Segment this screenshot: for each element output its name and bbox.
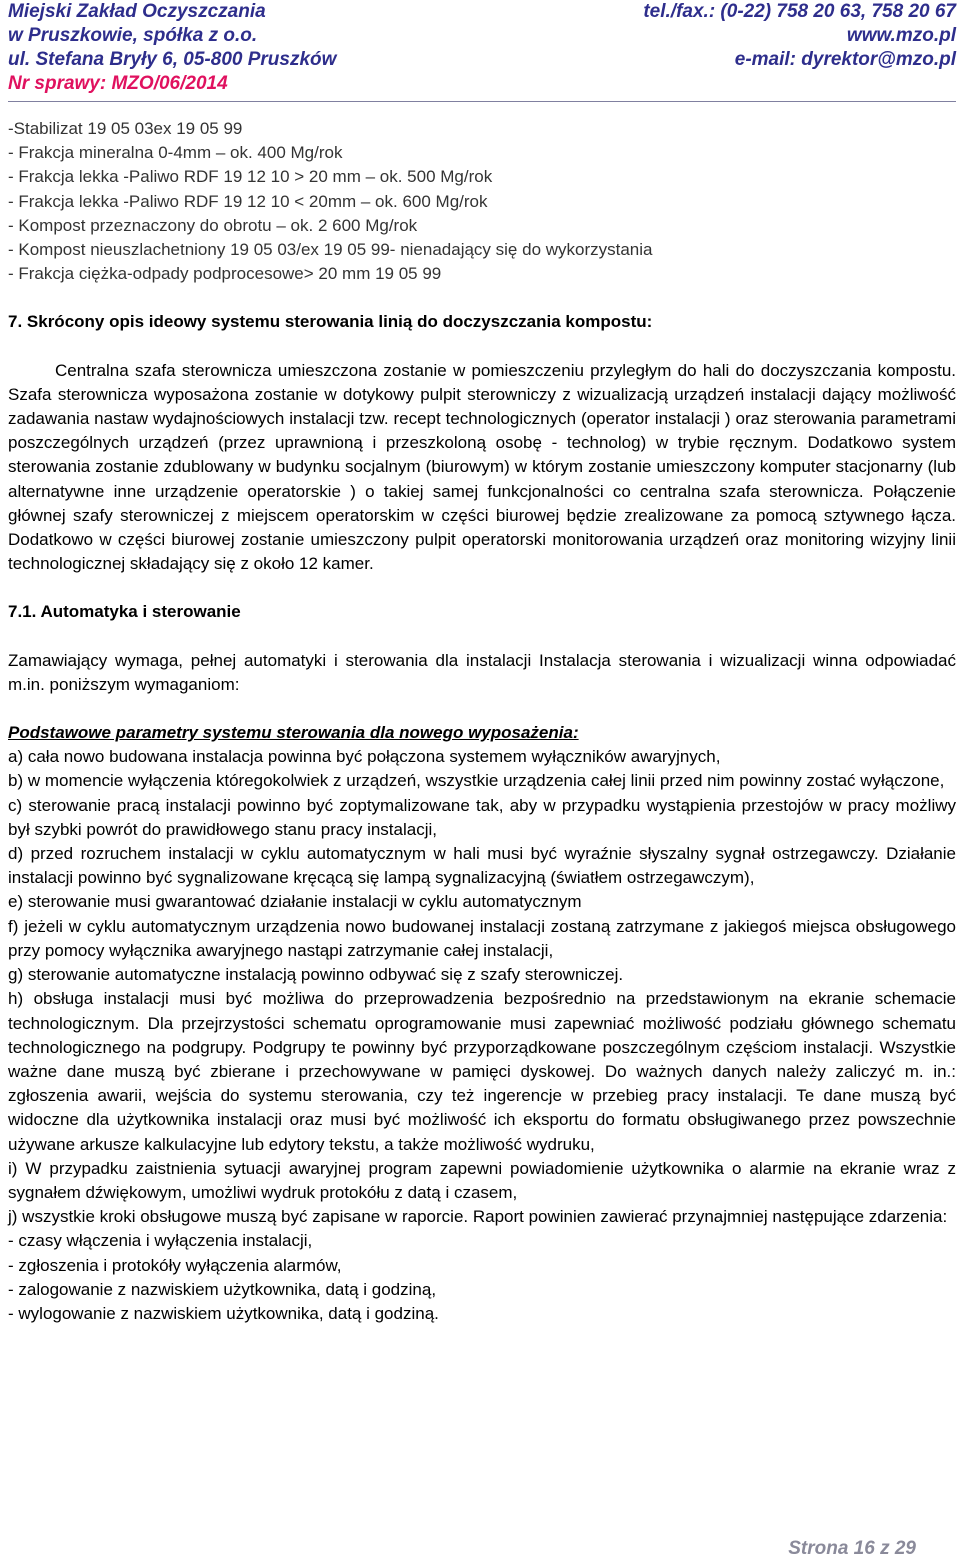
section-paragraph: Centralna szafa sterownicza umieszczona zostanie w pomieszczeniu przyległym do hali do doczyszczania kompostu. Szafa sterownicza wyposażona zostanie w dotykowy pulpit sterowniczy z wizualizacją urządzeń instalacji dający możliwość zadawania nastaw wydajnościowych instalacji tzw. recept technologicznych (operator instalacji ) oraz sterowania parametrami poszczególnych urządzeń (przez uprawnioną i przeszkoloną osobę - technolog) w trybie ręcznym. Dodatkowo system sterowania zostanie zdublowany w budynku socjalnym (biurowym) w którym zostanie umieszczony komputer stacjonarny (lub alternatywne inne urządzenie operatorskie ) o takiej samej funkcjonalności co centralna szafa sterownicza. Połączenie głównej szafy sterowniczej z miejscem operatorskim w części biurowej będzie zrealizowane za pomocą sztywnego łącza. Dodatkowo w części biurowej zostanie umieszczony pulpit operatorski monitorowania urządzeń oraz monitoring wizyjny linii technologicznej składający się z około 12 kamer. [8,360,956,574]
subsection-heading: 7.1. Automatyka i sterowanie [8,602,241,622]
header-divider [8,101,956,102]
list-item: - Frakcja mineralna 0-4mm – ok. 400 Mg/rok [8,143,343,163]
document-page [8,0,956,1559]
requirement-item: d) przed rozruchem instalacji w cyklu automatycznym w hali musi być wyraźnie słyszalny sygnał ostrzegawczy. Działanie instalacji powinno być sygnalizowane kręcącą się lampą sygnalizacyjną (światłem ostrzegawczym), [8,844,956,888]
requirement-item: c) sterowanie pracą instalacji powinno być zoptymalizowane tak, aby w przypadku wystąpienia przestojów w pracy możliwy był szybki powrót do prawidłowego stanu pracy instalacji, [8,795,956,839]
requirement-item: f) jeżeli w cyklu automatycznym urządzenia nowo budowanej instalacji zostaną zatrzymane z jakiegoś miejsca obsługowego przy pomocy wyłącznika awaryjnego nastąpi zatrzymanie całej instalacji, [8,916,956,960]
phone: tel./fax.: (0-22) 758 20 63, 758 20 67 [643,1,956,22]
document-body [8,117,956,1326]
company-name-line2: w Pruszkowie, spółka z o.o. [8,25,258,46]
case-number: Nr sprawy: MZO/06/2014 [8,73,228,94]
email-link[interactable]: e-mail: dyrektor@mzo.pl [734,49,956,70]
section-heading: 7. Skrócony opis ideowy systemu sterowania linią do doczyszczania kompostu: [8,312,653,332]
event-item: - czasy włączenia i wyłączenia instalacji, [8,1231,313,1251]
page-number: Strona 16 z 29 [788,1538,916,1559]
event-item: - zalogowanie z nazwiskiem użytkownika, datą i godziną, [8,1279,437,1299]
event-item: - zgłoszenia i protokóły wyłączenia alarmów, [8,1255,342,1275]
list-item: - Frakcja lekka -Paliwo RDF 19 12 10 < 20mm – ok. 600 Mg/rok [8,191,488,211]
requirement-item: j) wszystkie kroki obsługowe muszą być zapisane w raporcie. Raport powinien zawierać przynajmniej następujące zdarzenia: [8,1207,948,1227]
letterhead [8,0,956,96]
list-item: - Frakcja ciężka-odpady podprocesowe> 20 mm 19 05 99 [8,264,442,284]
list-item: - Kompost nieuszlachetniony 19 05 03/ex 19 05 99- nienadający się do wykorzystania [8,240,653,260]
requirement-item: i) W przypadku zaistnienia sytuacji awaryjnej program zapewni powiadomienie użytkownika o alarmie na ekranie wraz z sygnałem dźwiękowym, umożliwi wydruk protokółu z datą i czasem, [8,1158,956,1202]
event-item: - wylogowanie z nazwiskiem użytkownika, datą i godziną. [8,1303,439,1323]
requirement-item: e) sterowanie musi gwarantować działanie instalacji w cyklu automatycznym [8,892,582,912]
requirement-item: a) cała nowo budowana instalacja powinna być połączona systemem wyłączników awaryjnych, [8,747,721,767]
company-name: Miejski Zakład Oczyszczania [8,1,266,22]
company-address: ul. Stefana Bryły 6, 05-800 Pruszków [8,49,337,70]
list-item: - Kompost przeznaczony do obrotu – ok. 2 600 Mg/rok [8,215,418,235]
requirement-item: b) w momencie wyłączenia któregokolwiek z urządzeń, wszystkie urządzenia całej linii przed nim powinny zostać wyłączone, [8,771,945,791]
list-item: - Frakcja lekka -Paliwo RDF 19 12 10 > 20 mm – ok. 500 Mg/rok [8,167,493,187]
subsection-intro: Zamawiający wymaga, pełnej automatyki i sterowania dla instalacji Instalacja sterowania i wizualizacji winna odpowiadać m.in. poniższym wymaganiom: [8,650,956,694]
requirements-list [8,745,956,1229]
requirement-item: g) sterowanie automatyczne instalacją powinno odbywać się z szafy sterowniczej. [8,965,624,985]
list-item: -Stabilizat 19 05 03ex 19 05 99 [8,119,243,138]
output-fractions-list [8,117,956,286]
params-heading: Podstawowe parametry systemu sterowania dla nowego wyposażenia: [8,723,579,743]
requirement-item: h) obsługa instalacji musi być możliwa do przeprowadzenia bezpośrednio na przedstawionym na ekranie schemacie technologicznym. Dla przejrzystości schematu oprogramowanie musi zapewniać możliwość podziału głównego schematu technologicznego na podgrupy. Podgrupy te powinny być przyporządkowane poszczególnym częściom instalacji. Wszystkie ważne dane muszą być zbierane i przechowywane w pamięci dyskowej. Do ważnych danych należy zaliczyć m. in.: zgłoszenia awarii, wejścia do systemu sterowania, czy też ingerencje w przebieg pracy instalacji. Te dane muszą być widoczne dla użytkownika instalacji oraz musi być możliwość ich eksportu do formatu obsługiwanego przez powszechnie używane arkusze kalkulacyjne lub edytory tekstu, a także możliwość wydruku, [8,989,956,1154]
report-events-list [8,1229,956,1326]
website-link[interactable]: www.mzo.pl [846,25,956,46]
